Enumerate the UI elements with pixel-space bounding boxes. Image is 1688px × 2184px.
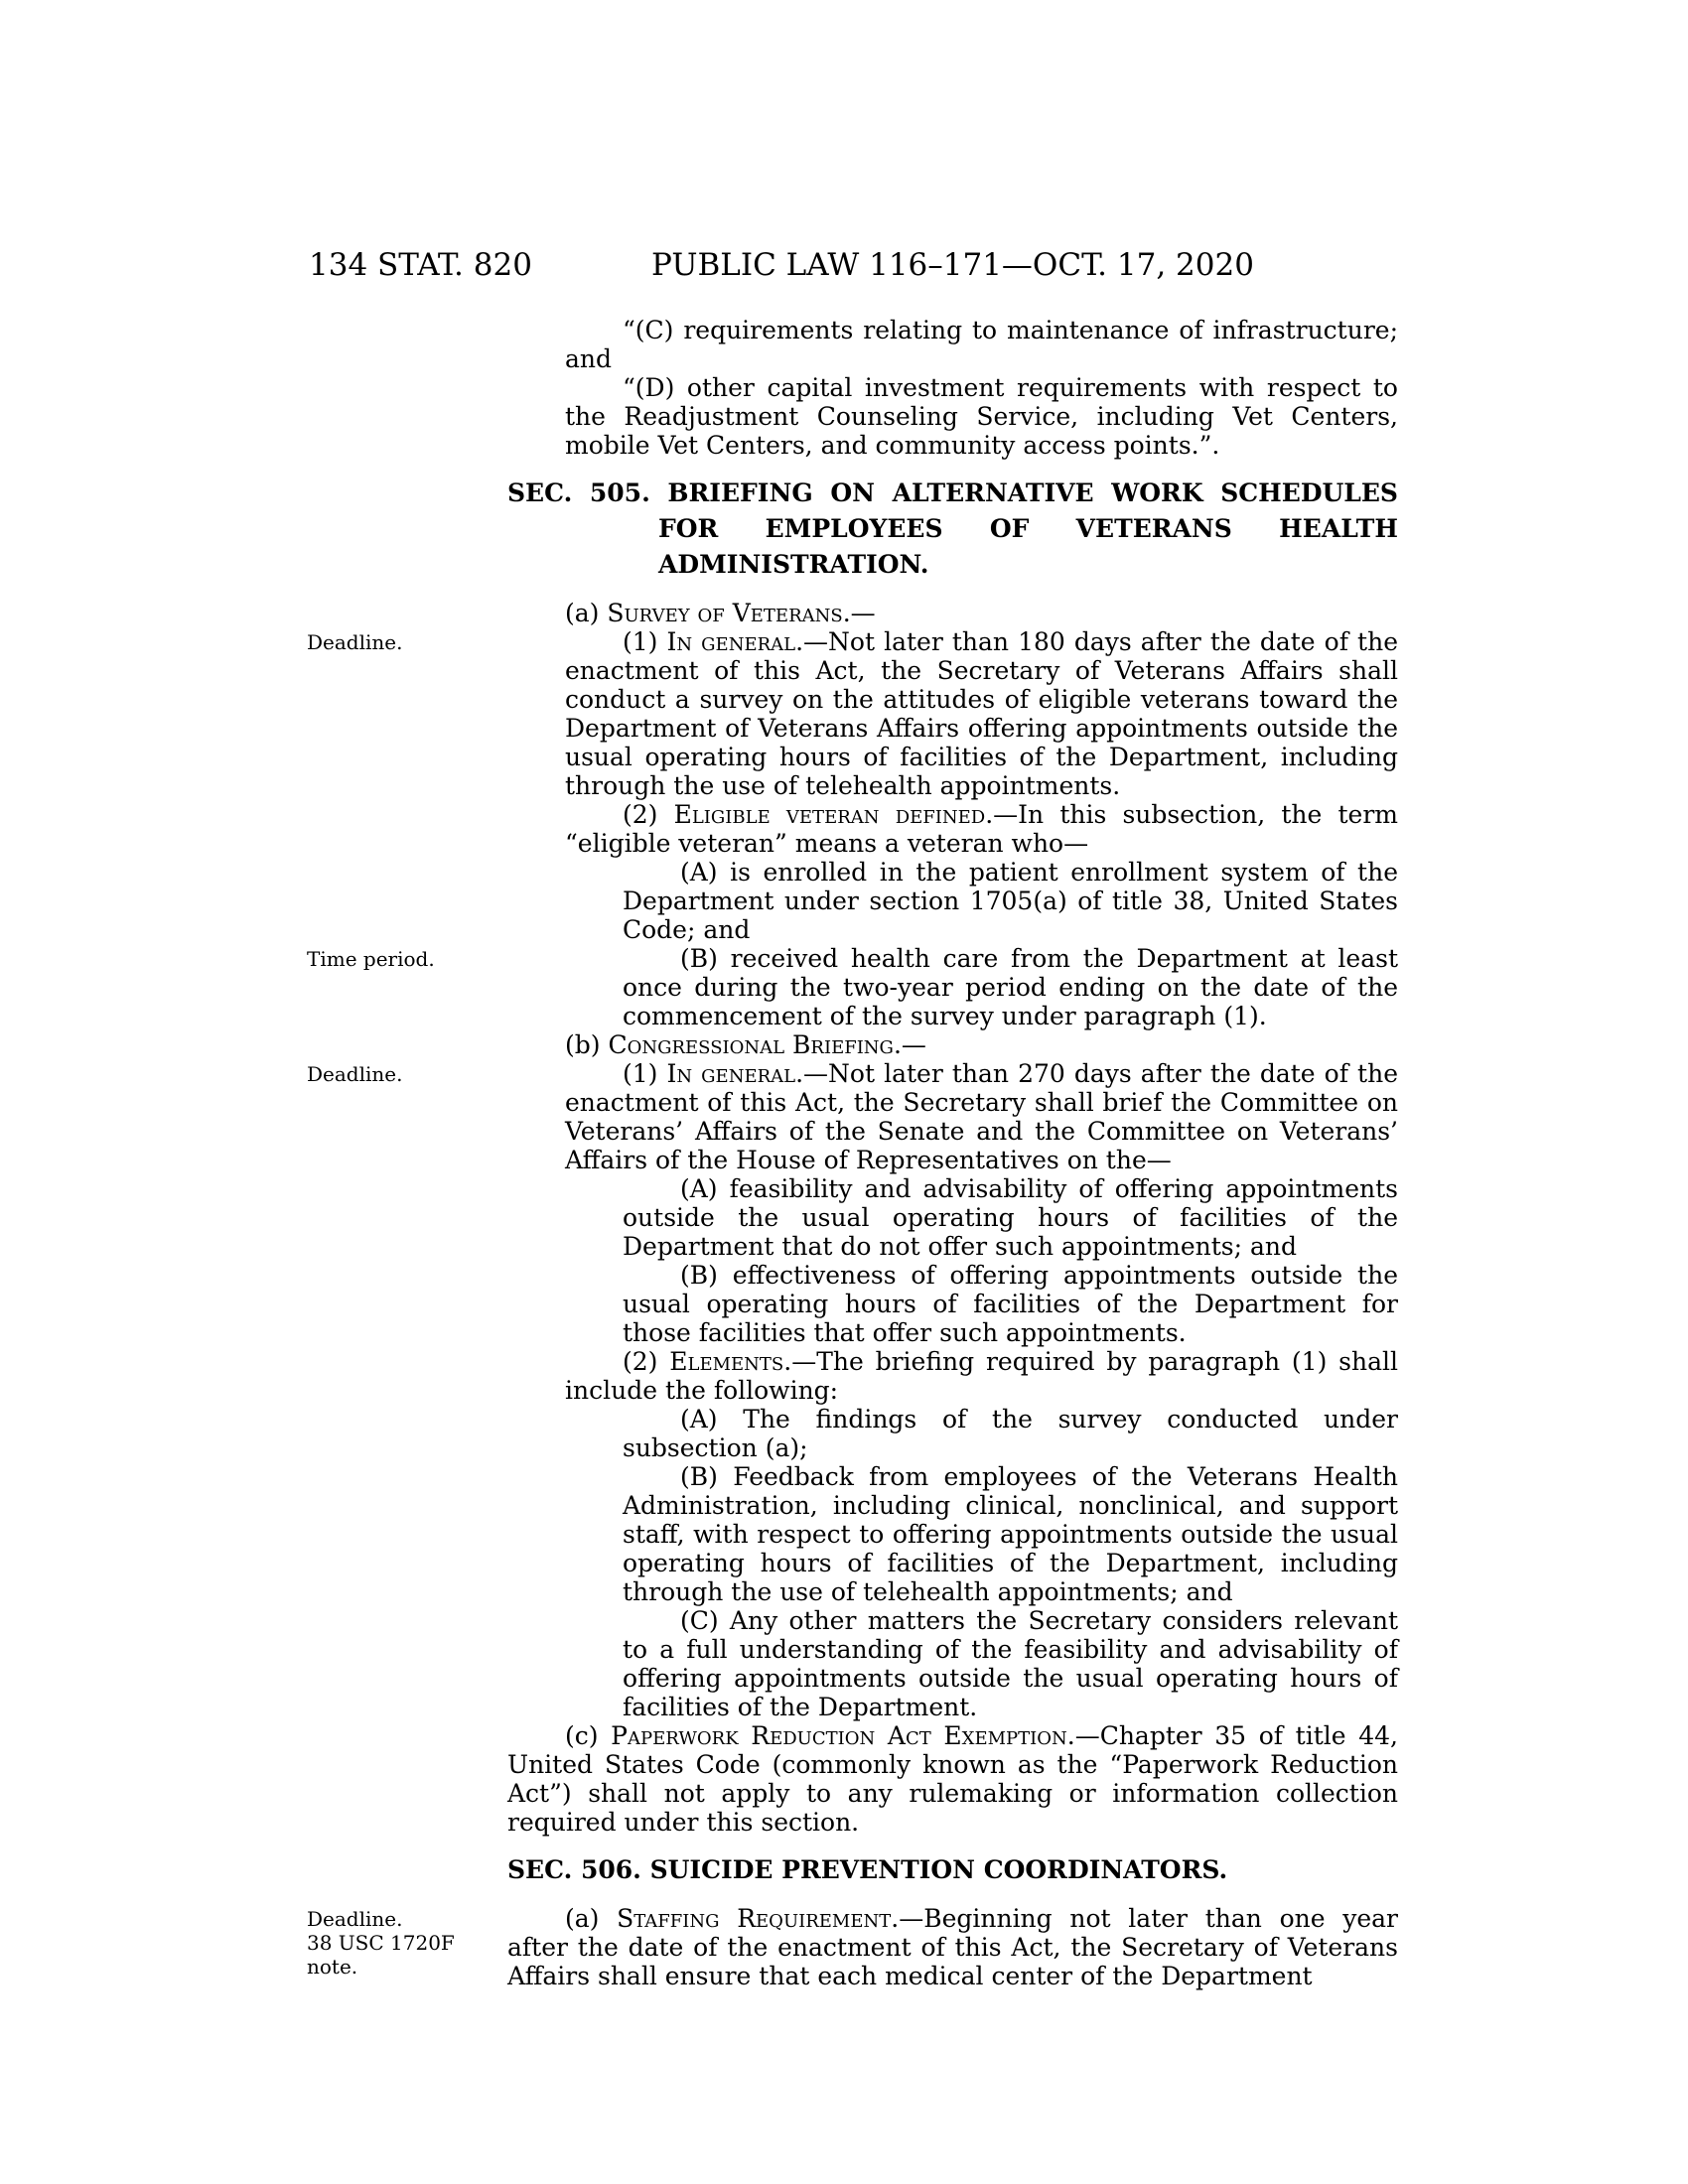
margin-note-line: Deadline. — [307, 1907, 403, 1931]
text-run: (1) — [623, 1059, 667, 1088]
section-heading — [507, 1852, 1398, 1888]
paragraph — [507, 858, 1398, 944]
text-run: (B) Feedback from employees of the Veterans Health Administration, including clinical, nonclinical, and support staff, with respect to offering appointments outside the usual operating hours of facilities of the Department, including through the use of telehealth appointments; and — [623, 1462, 1398, 1606]
paragraph — [507, 1059, 1398, 1174]
paragraph — [507, 1261, 1398, 1347]
text-run: (a) — [565, 1904, 618, 1933]
text-run: (A) feasibility and advisability of offering appointments outside the usual operating hours of facilities of the Department that do not offer such appointments; and — [623, 1174, 1398, 1261]
margin-note — [307, 1907, 455, 1979]
margin-note-line: Deadline. — [307, 1062, 403, 1086]
paragraph — [507, 1030, 1398, 1059]
text-run: (A) The findings of the survey conducted under subsection (a); — [623, 1405, 1398, 1462]
text-run: .— — [893, 1030, 926, 1059]
paragraph — [507, 1405, 1398, 1462]
margin-note — [307, 947, 435, 971]
text-run: .—Beginning not later than one year after the date of the enactment of this Act, the Secretary of Veterans Affairs shall ensure that each medical center of the Department — [507, 1904, 1399, 1990]
paragraph — [507, 599, 1398, 627]
text-run: .—Not later than 180 days after the date of the enactment of this Act, the Secretary of Veterans Affairs shall conduct a survey on the attitudes of eligible veterans toward the Department of Veterans Affairs offering appointments outside the usual operating hours of facilities of the Department, including through the use of telehealth appointments. — [565, 627, 1398, 800]
paragraph — [507, 316, 1398, 373]
text-run: “(D) other capital investment requirements with respect to the Readjustment Counseling Service, including Vet Centers, mobile Vet Centers, and community access points.”. — [565, 373, 1398, 460]
margin-note-line: Time period. — [307, 947, 435, 971]
text-run: .—In this subsection, the term “eligible veteran” means a veteran who— — [565, 800, 1399, 858]
margin-note-line: note. — [307, 1955, 358, 1979]
text-run: (a) — [565, 599, 608, 627]
margin-note — [307, 1062, 402, 1086]
text-run: (A) is enrolled in the patient enrollment system of the Department under section 1705(a) of title 38, United States Code; and — [623, 858, 1398, 944]
paragraph — [507, 1904, 1398, 1990]
text-run: .—Not later than 270 days after the date of the enactment of this Act, the Secretary shall brief the Committee on Veterans’ Affairs of the Senate and the Committee on Veterans’ Affairs of the House of Representatives on the— — [565, 1059, 1398, 1174]
small-caps-term: Paperwork Reduction Act Exemption — [611, 1721, 1067, 1750]
text-run: (c) — [565, 1721, 612, 1750]
paragraph — [507, 800, 1398, 858]
paragraph — [507, 1606, 1398, 1721]
text-run: .—The briefing required by paragraph (1) shall include the following: — [565, 1347, 1398, 1405]
text-run: .—Chapter 35 of title 44, United States Code (commonly known as the “Paperwork Reduction Act”) shall not apply to any rulemaking or information collection required under this section. — [507, 1721, 1398, 1837]
paragraph — [507, 373, 1398, 460]
text-run: .— — [842, 599, 876, 627]
paragraph — [507, 627, 1398, 800]
small-caps-term: Eligible veteran defined — [673, 800, 986, 829]
law-citation: PUBLIC LAW 116–171—OCT. 17, 2020 — [651, 247, 1254, 283]
small-caps-term: In general — [666, 1059, 796, 1088]
text-run: (B) received health care from the Department at least once during the two-year period ending on the date of the commencement of the survey under paragraph (1). — [623, 944, 1398, 1030]
margin-notes — [307, 0, 500, 2184]
text-run: (1) — [623, 627, 667, 656]
paragraph — [507, 944, 1398, 1030]
small-caps-term: Staffing Requirement — [617, 1904, 892, 1933]
text-run: (b) — [565, 1030, 609, 1059]
text-run: “(C) requirements relating to maintenance of infrastructure; and — [565, 316, 1398, 373]
body-column — [507, 316, 1398, 1990]
paragraph — [507, 1462, 1398, 1606]
small-caps-term: Congressional Briefing — [608, 1030, 894, 1059]
text-run: SEC. 505. BRIEFING ON ALTERNATIVE WORK SCHEDULES FOR EMPLOYEES OF VETERANS HEALTH ADMINISTRATION. — [507, 478, 1398, 579]
margin-note — [307, 630, 402, 654]
paragraph — [507, 1174, 1398, 1261]
text-run: (2) — [623, 1347, 670, 1376]
text-run: (C) Any other matters the Secretary considers relevant to a full understanding of the feasibility and advisability of offering appointments outside the usual operating hours of facilities of the Department. — [623, 1606, 1398, 1721]
paragraph — [507, 1721, 1398, 1837]
margin-note-line: Deadline. — [307, 630, 403, 654]
margin-note-line: 38 USC 1720F — [307, 1931, 455, 1955]
section-heading — [507, 476, 1398, 583]
small-caps-term: Survey of Veterans — [607, 599, 843, 627]
small-caps-term: Elements — [669, 1347, 784, 1376]
paragraph — [507, 1347, 1398, 1405]
small-caps-term: In general — [666, 627, 796, 656]
text-run: (2) — [623, 800, 674, 829]
text-run: (B) effectiveness of offering appointments outside the usual operating hours of facilities of the Department for those facilities that offer such appointments. — [623, 1261, 1398, 1347]
stat-citation: 134 STAT. 820 — [309, 247, 532, 283]
text-run: SEC. 506. SUICIDE PREVENTION COORDINATORS. — [507, 1855, 1228, 1884]
